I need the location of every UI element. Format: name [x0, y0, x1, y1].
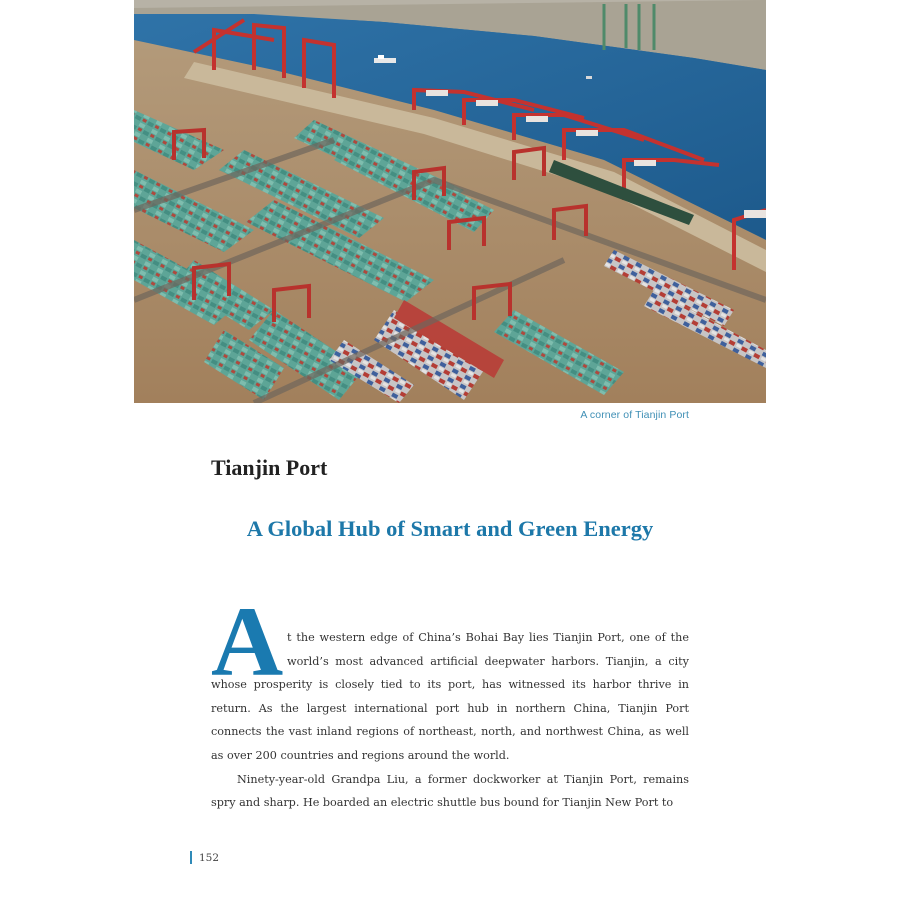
article-body	[211, 586, 689, 815]
drop-cap-letter: A	[211, 586, 284, 697]
port-photo-illustration	[134, 0, 766, 403]
page-number-text: 152	[199, 851, 220, 864]
port-aerial-photo	[134, 0, 766, 403]
section-title: Tianjin Port	[211, 455, 328, 480]
paragraph-2: Ninety-year-old Grandpa Liu, a former dockworker at Tianjin Port, remains spry and sharp. He boarded an electric shuttle bus bound for Tianjin New Port to	[211, 772, 689, 810]
drop-cap	[211, 586, 287, 697]
article-subtitle: A Global Hub of Smart and Green Energy	[246, 516, 654, 541]
photo-caption: A corner of Tianjin Port	[580, 409, 689, 421]
paragraph-1-text: t the western edge of China’s Bohai Bay lies Tianjin Port, one of the world’s most advanced artificial deepwater harbors. Tianjin, a city whose prosperity is closely tied to its port, has witnessed its harbor thrive in return. As the largest international port hub in northern China, Tianjin Port connects the vast inland regions of northeast, north, and northwest China, as well as over 200 countries and regions around the world.	[211, 631, 689, 762]
page-marker-bar	[190, 851, 192, 864]
page-number	[190, 851, 219, 864]
paragraph-1	[211, 586, 689, 768]
